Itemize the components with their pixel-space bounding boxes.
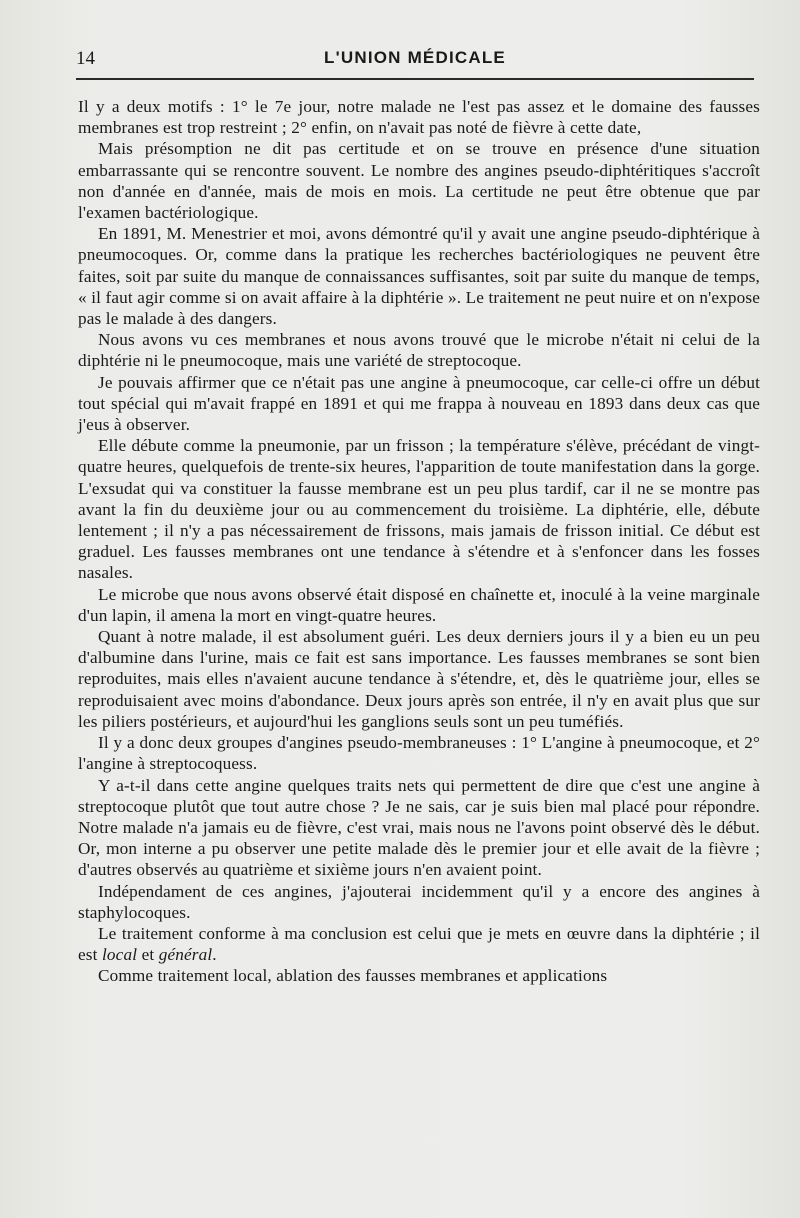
header-rule <box>76 78 754 80</box>
treatment-paragraph <box>78 923 760 965</box>
page-header <box>76 46 754 74</box>
paragraph: Elle débute comme la pneumonie, par un frisson ; la température s'élève, précédant de vingt-quatre heures, quelquefois de trente-six heures, l'apparition de toute manifestation dans la gorge. L'exsudat qui va constituer la fausse membrane est un peu plus tardif, car il ne se montre pas avant la fin du deuxième jour ou au commencement du troisième. La diphtérie, elle, débute lentement ; il n'y a pas nécessairement de frissons, mais jamais de frisson initial. Ce début est graduel. Les fausses membranes ont une tendance à s'étendre et à s'enfoncer dans les fosses nasales. <box>78 436 760 583</box>
treatment-general-italic: général <box>158 945 213 965</box>
treatment-local-italic: local <box>102 945 138 965</box>
paragraph: Indépendament de ces angines, j'ajouterai incidemment qu'il y a encore des angines à staphylocoques. <box>78 881 760 922</box>
paragraph: Y a-t-il dans cette angine quelques traits nets qui permettent de dire que c'est une angine à streptocoque plutôt que tout autre chose ? Je ne sais, car je suis bien mal placé pour répondre. Notre malade n'a jamais eu de fièvre, c'est vrai, mais nous ne l'avons point observé dès le début. Or, mon interne a pu observer une petite malade dès le premier jour et elle avait de la fièvre ; d'autres observés au quatrième et sixième jours n'en avaient point. <box>78 775 760 880</box>
paragraph: Je pouvais affirmer que ce n'était pas une angine à pneumocoque, car celle-ci offre un début tout spécial qui m'avait frappé en 1891 et qui me frappa à nouveau en 1893 dans deux cas que j'eus à observer. <box>78 372 760 435</box>
paragraph: Il y a donc deux groupes d'angines pseudo-membraneuses : 1° L'angine à pneumocoque, et 2° l'angine à streptocoquess. <box>78 733 760 774</box>
paragraph: Il y a deux motifs : 1° le 7e jour, notre malade ne l'est pas assez et le domaine des fausses membranes est trop restreint ; 2° enfin, on n'avait pas noté de fièvre à cette date, <box>78 97 760 138</box>
treatment-text-middle: et <box>137 945 159 965</box>
paragraph: Comme traitement local, ablation des fausses membranes et applications <box>98 966 608 986</box>
paragraph: Mais présomption ne dit pas certitude et on se trouve en présence d'une situation embarrassante qui se rencontre souvent. Le nombre des angines pseudo-diphtéritiques s'accroît non d'année en d'année, mais de mois en mois. La certitude ne peut être obtenue que par l'examen bactériologique. <box>78 139 760 223</box>
body-text <box>78 96 760 987</box>
paragraph: Le microbe que nous avons observé était disposé en chaînette et, inoculé à la veine marginale d'un lapin, il amena la mort en vingt-quatre heures. <box>78 584 760 625</box>
paragraph: En 1891, M. Menestrier et moi, avons démontré qu'il y avait une angine pseudo-diphtérique à pneumocoques. Or, comme dans la pratique les recherches bactériologiques ne peuvent être faites, soit par suite du manque de connaissances suffisantes, soit par suite du manque de temps, « il faut agir comme si on avait affaire à la diphtérie ». Le traitement ne peut nuire et on n'expose pas le malade à des dangers. <box>78 224 760 329</box>
paragraph: Quant à notre malade, il est absolument guéri. Les deux derniers jours il y a bien eu un peu d'albumine dans l'urine, mais ce fait est sans importance. Les fausses membranes se sont bien reproduites, mais elles n'avaient aucune tendance à s'étendre, et, dès le quatrième jour, elles se reproduisaient avec moins d'abondance. Deux jours après son entrée, il n'y en avait plus que sur les piliers postérieurs, et aujourd'hui les ganglions seuls sont un peu tuméfiés. <box>78 627 760 731</box>
treatment-text-before: Le traitement conforme à ma conclusion est celui que je mets en œuvre dans la diphtérie ; il est <box>78 923 760 965</box>
treatment-text-after: . <box>212 945 217 965</box>
page-number: 14 <box>76 48 95 69</box>
paragraph: Nous avons vu ces membranes et nous avons trouvé que le microbe n'était ni celui de la diphtérie ni le pneumocoque, mais une variété de streptocoque. <box>78 330 760 371</box>
running-head: L'UNION MÉDICALE <box>324 48 506 67</box>
